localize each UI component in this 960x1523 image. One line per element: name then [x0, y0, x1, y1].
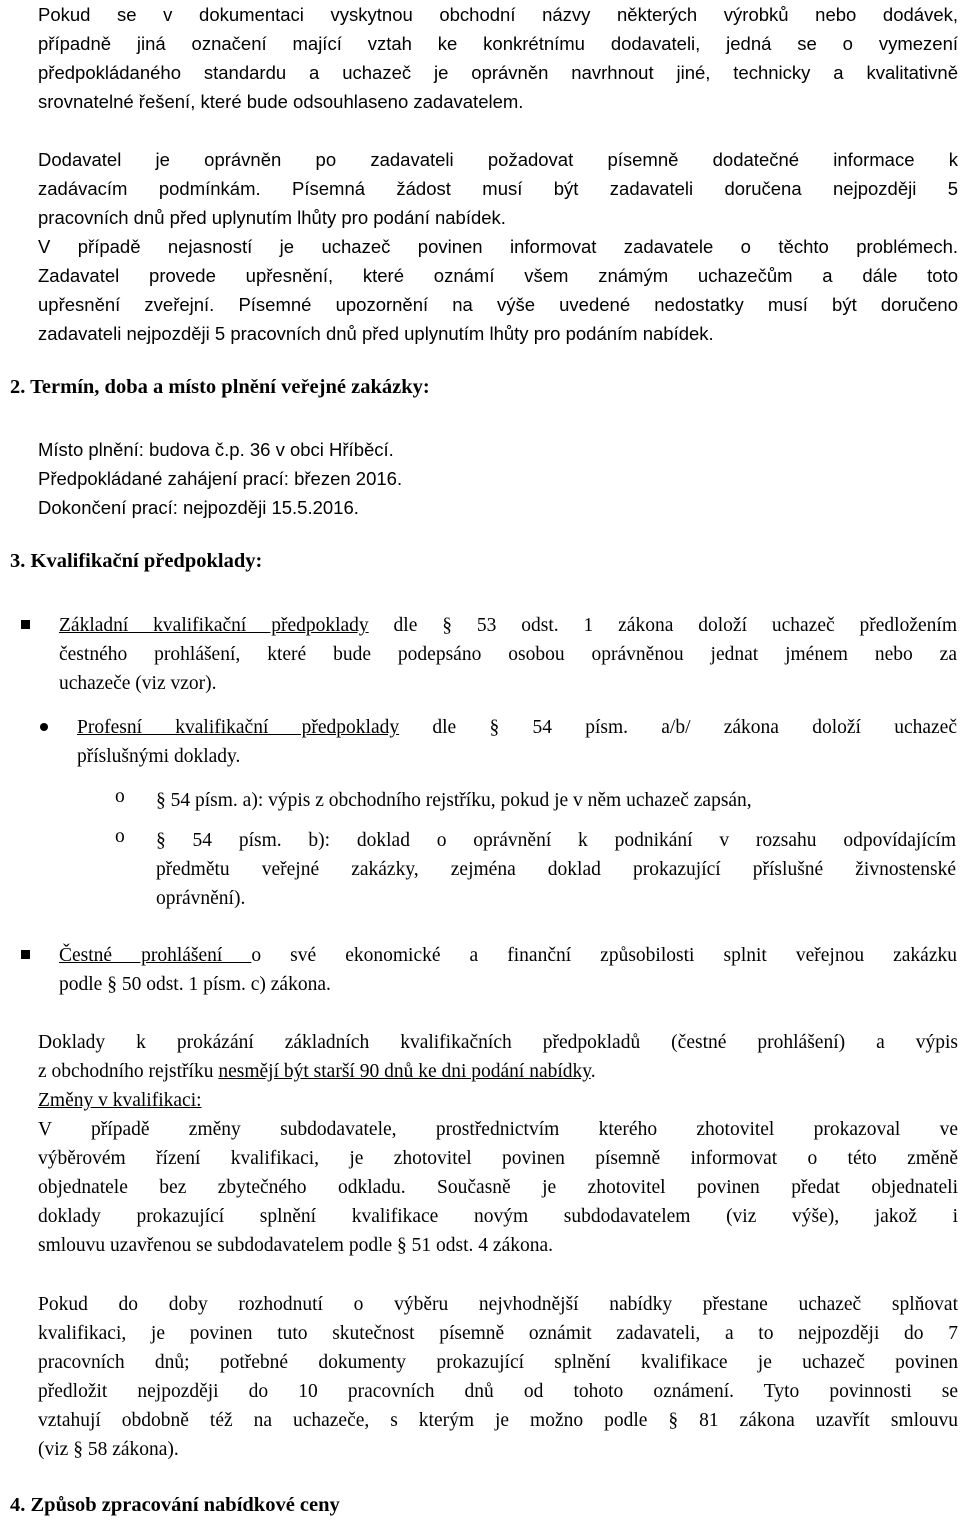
- text-line: kvalifikaci, je povinen tuto skutečnost písemně oznámit zadavateli, a to nejpozději do 7: [38, 1323, 958, 1344]
- text-line: pracovních dnů; potřebné dokumenty prokazující splnění kvalifikace je uchazeč povinen: [38, 1352, 958, 1373]
- loss-of-qualification-paragraph: [38, 1290, 958, 1464]
- basic-qualification-link: Základní kvalifikační předpoklady: [59, 615, 369, 636]
- square-bullet-icon: [21, 950, 30, 959]
- text-line: Doklady k prokázání základních kvalifikačních předpokladů (čestné prohlášení) a výpis: [38, 1032, 958, 1053]
- declaration-item: [59, 941, 957, 999]
- text-line: Dodavatel je oprávněn po zadavateli požadovat písemně dodatečné informace k: [38, 149, 958, 170]
- professional-qualification-item: [77, 713, 957, 771]
- sub-item-b: [156, 826, 956, 913]
- text-line: smlouvu uzavřenou se subdodavatelem podle § 51 odst. 4 zákona.: [38, 1235, 554, 1256]
- text-line: srovnatelné řešení, které bude odsouhlaseno zadavatelem.: [38, 91, 524, 112]
- text-line: Profesní kvalifikační předpoklady dle § 54 písm. a/b/ zákona doloží uchazeč: [77, 717, 957, 738]
- sub-item-a: [156, 786, 956, 815]
- text-line: (viz § 58 zákona).: [38, 1439, 179, 1460]
- square-bullet-icon: [21, 620, 30, 629]
- text-line: V případě změny subdodavatele, prostřednictvím kterého zhotovitel prokazoval ve: [38, 1119, 958, 1140]
- text-line: doklady prokazující splnění kvalifikace novým subdodavatelem (viz výše), jakož i: [38, 1206, 958, 1227]
- text-line: předložit nejpozději do 10 pracovních dnů od tohoto oznámení. Tyto povinnosti se: [38, 1381, 958, 1402]
- section-4-heading: 4. Způsob zpracování nabídkové ceny: [10, 1494, 340, 1516]
- text-line: oprávnění).: [156, 888, 246, 909]
- text-line: čestného prohlášení, které bude podepsáno osobou oprávněnou jednat jménem nebo za: [59, 644, 957, 665]
- text-line: § 54 písm. b): doklad o oprávnění k podnikání v rozsahu odpovídajícím: [156, 830, 956, 851]
- place-of-performance: Místo plnění: budova č.p. 36 v obci Hříběcí.: [38, 439, 394, 460]
- text-line: upřesnění zveřejní. Písemné upozornění na výše uvedené nedostatky musí být doručeno: [38, 294, 958, 315]
- completion-date: Dokončení prací: nejpozději 15.5.2016.: [38, 497, 359, 518]
- text-line: pracovních dnů před uplynutím lhůty pro podání nabídek.: [38, 207, 506, 228]
- expected-start: Předpokládané zahájení prací: březen 2016.: [38, 468, 403, 489]
- intro-paragraph: [38, 0, 958, 116]
- professional-qualification-link: Profesní kvalifikační předpoklady: [77, 717, 400, 738]
- section-2-heading: 2. Termín, doba a místo plnění veřejné zakázky:: [10, 376, 430, 398]
- text-line: V případě nejasností je uchazeč povinen informovat zadavatele o těchto problémech.: [38, 236, 958, 257]
- text-line: objednatele bez zbytečného odkladu. Současně je zhotovitel povinen předat objednateli: [38, 1177, 958, 1198]
- text-line: § 54 písm. a): výpis z obchodního rejstříku, pokud je v něm uchazeč zapsán,: [156, 790, 752, 811]
- info-request-paragraph: [38, 145, 958, 348]
- changes-title: Změny v kvalifikaci:: [38, 1090, 202, 1111]
- basic-qualification-item: [59, 611, 957, 698]
- text-line: předmětu veřejné zakázky, zejména doklad prokazující příslušné živnostenské: [156, 859, 956, 880]
- text-line: zadavateli nejpozději 5 pracovních dnů před uplynutím lhůty pro podáním nabídek.: [38, 323, 714, 344]
- sub-bullet-marker: o: [115, 826, 125, 847]
- text-line: z obchodního rejstříku nesmějí být starší 90 dnů ke dni podání nabídky.: [38, 1061, 596, 1082]
- text-line: uchazeče (viz vzor).: [59, 673, 217, 694]
- text-line: předpokládaného standardu a uchazeč je oprávněn navrhnout jiné, technicky a kvalitativně: [38, 62, 958, 83]
- validity-emphasis: nesmějí být starší 90 dnů ke dni podání nabídky: [218, 1061, 591, 1082]
- sub-bullet-marker: o: [115, 786, 125, 807]
- declaration-link: Čestné prohlášení: [59, 945, 252, 966]
- validity-paragraph: [38, 1028, 958, 1260]
- text-line: Základní kvalifikační předpoklady dle § 53 odst. 1 zákona doloží uchazeč předložením: [59, 615, 957, 636]
- round-bullet-icon: [40, 723, 48, 731]
- text-line: vztahují obdobně též na uchazeče, s kterým je možno podle § 81 zákona uzavřít smlouvu: [38, 1410, 958, 1431]
- text-line: zadávacím podmínkám. Písemná žádost musí být zadavateli doručena nejpozději 5: [38, 178, 958, 199]
- text-line: Zadavatel provede upřesnění, které oznámí všem známým uchazečům a dále toto: [38, 265, 958, 286]
- section-3-heading: 3. Kvalifikační předpoklady:: [10, 550, 263, 572]
- text-line: podle § 50 odst. 1 písm. c) zákona.: [59, 974, 331, 995]
- text-line: příslušnými doklady.: [77, 746, 241, 767]
- text-line: Pokud do doby rozhodnutí o výběru nejvhodnější nabídky přestane uchazeč splňovat: [38, 1294, 958, 1315]
- text-line: výběrovém řízení kvalifikaci, je zhotovitel povinen písemně informovat o této změně: [38, 1148, 958, 1169]
- text-line: případně jiná označení mající vztah ke konkrétnímu dodavateli, jedná se o vymezení: [38, 33, 958, 54]
- text-line: Čestné prohlášení o své ekonomické a finanční způsobilosti splnit veřejnou zakázku: [59, 945, 957, 966]
- text-line: Pokud se v dokumentaci vyskytnou obchodní názvy některých výrobků nebo dodávek,: [38, 4, 958, 25]
- section-2-details: [38, 435, 958, 522]
